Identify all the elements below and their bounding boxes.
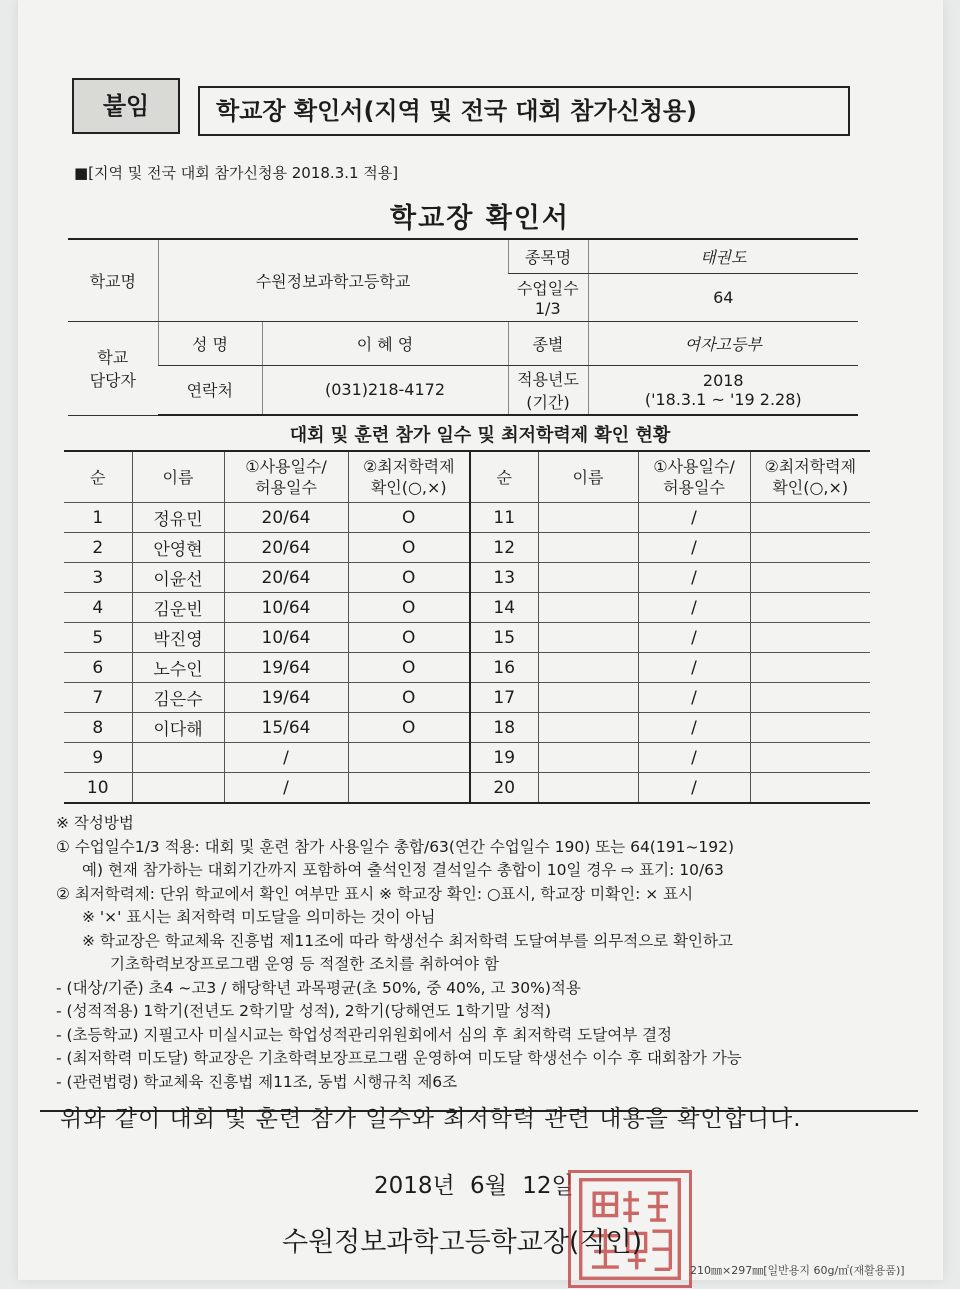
table-row	[64, 533, 870, 563]
min-grade-check	[750, 533, 870, 563]
sport-value: 태권도	[588, 239, 858, 273]
writing-instructions	[56, 812, 916, 1094]
min-grade-check: O	[348, 713, 470, 743]
division-value: 여자고등부	[588, 321, 858, 365]
min-grade-check	[348, 743, 470, 773]
used-days: 20/64	[224, 563, 348, 593]
note-item: 예) 현재 참가하는 대회기간까지 포함하여 출석인정 결석일수 총합이 10일 경우 ⇨ 표기: 10/63	[82, 861, 724, 879]
days-label: 수업일수 1/3	[508, 273, 588, 321]
signer: 수원정보과학고등학교장(직인)	[282, 1227, 643, 1258]
student-name	[538, 503, 638, 533]
note-item: - (관련법령) 학교체육 진흥법 제11조, 동법 시행규칙 제6조	[56, 1072, 458, 1091]
row-number: 10	[64, 773, 132, 804]
row-number: 17	[470, 683, 538, 713]
used-days: /	[224, 743, 348, 773]
table-row	[64, 653, 870, 683]
col-header-days: ①사용일수/ 허용일수	[224, 451, 348, 503]
col-header-min: ②최저학력제 확인(○,×)	[348, 451, 470, 503]
print-footer: 210㎜×297㎜[일반용지 60g/㎡(재활용품)]	[690, 1264, 905, 1277]
division-label: 종별	[508, 321, 588, 365]
used-days: /	[638, 713, 750, 743]
table-row	[64, 593, 870, 623]
school-value: 수원정보과학고등학교	[158, 239, 508, 321]
row-number: 18	[470, 713, 538, 743]
col-header-no: 순	[470, 451, 538, 503]
student-name: 노수인	[132, 653, 224, 683]
regulation-note: ■[지역 및 전국 대회 참가신청용 2018.3.1 적용]	[74, 164, 399, 182]
note-item: ① 수업일수1/3 적용: 대회 및 훈련 참가 사용일수 총합/63(연간 수업일수 190) 또는 64(191~192)	[56, 837, 735, 856]
min-grade-check	[348, 773, 470, 804]
used-days: /	[638, 623, 750, 653]
min-grade-check	[750, 563, 870, 593]
col-header-min: ②최저학력제 확인(○,×)	[750, 451, 870, 503]
min-grade-check: O	[348, 593, 470, 623]
row-number: 6	[64, 653, 132, 683]
used-days: /	[638, 683, 750, 713]
row-number: 11	[470, 503, 538, 533]
min-grade-check	[750, 653, 870, 683]
note-item: - (대상/기준) 초4 ~고3 / 해당학년 과목평균(초 50%, 중 40%, 고 30%)적용	[56, 978, 581, 997]
min-grade-check	[750, 773, 870, 804]
row-number: 14	[470, 593, 538, 623]
name-value: 이 혜 영	[262, 321, 508, 365]
student-name	[538, 563, 638, 593]
student-name	[538, 773, 638, 804]
min-grade-check	[750, 713, 870, 743]
min-grade-check	[750, 683, 870, 713]
days-value: 64	[588, 273, 858, 321]
used-days: 10/64	[224, 593, 348, 623]
used-days: /	[638, 743, 750, 773]
col-header-no: 순	[64, 451, 132, 503]
student-name: 김운빈	[132, 593, 224, 623]
col-header-name: 이름	[132, 451, 224, 503]
used-days: /	[638, 533, 750, 563]
issue-date: 2018년 6월 12일	[374, 1173, 574, 1199]
used-days: 15/64	[224, 713, 348, 743]
manager-label: 학교 담당자	[68, 321, 158, 415]
min-grade-check: O	[348, 563, 470, 593]
row-number: 4	[64, 593, 132, 623]
roster-title: 대회 및 훈련 참가 일수 및 최저학력제 확인 현황	[289, 425, 671, 446]
used-days: /	[638, 653, 750, 683]
row-number: 12	[470, 533, 538, 563]
note-item: 기초학력보장프로그램 운영 등 적절한 조치를 취하여야 함	[110, 955, 499, 973]
row-number: 20	[470, 773, 538, 804]
min-grade-check: O	[348, 533, 470, 563]
notes-heading: ※ 작성방법	[56, 814, 134, 832]
min-grade-check: O	[348, 503, 470, 533]
used-days: /	[224, 773, 348, 804]
student-name	[538, 743, 638, 773]
table-row	[64, 743, 870, 773]
year-value: 2018 ('18.3.1 ~ '19 2.28)	[588, 365, 858, 415]
confirmation-statement: 위와 같이 대회 및 훈련 참가 일수와 최저학력 관련 내용을 확인합니다.	[60, 1106, 802, 1132]
student-name	[538, 593, 638, 623]
note-item: ※ '×' 표시는 최저학력 미도달을 의미하는 것이 아님	[82, 908, 436, 926]
min-grade-check: O	[348, 653, 470, 683]
table-row	[64, 683, 870, 713]
used-days: 20/64	[224, 503, 348, 533]
min-grade-check	[750, 623, 870, 653]
name-label: 성 명	[158, 321, 262, 365]
student-name	[132, 743, 224, 773]
row-number: 8	[64, 713, 132, 743]
used-days: 10/64	[224, 623, 348, 653]
used-days: /	[638, 773, 750, 804]
used-days: /	[638, 503, 750, 533]
used-days: /	[638, 593, 750, 623]
used-days: /	[638, 563, 750, 593]
row-number: 19	[470, 743, 538, 773]
min-grade-check	[750, 743, 870, 773]
student-name: 정유민	[132, 503, 224, 533]
contact-label: 연락처	[158, 365, 262, 415]
row-number: 16	[470, 653, 538, 683]
used-days: 19/64	[224, 683, 348, 713]
used-days: 20/64	[224, 533, 348, 563]
row-number: 1	[64, 503, 132, 533]
student-name	[538, 653, 638, 683]
table-row	[64, 503, 870, 533]
table-row	[64, 713, 870, 743]
used-days: 19/64	[224, 653, 348, 683]
sport-label: 종목명	[508, 239, 588, 273]
note-item: ※ 학교장은 학교체육 진흥법 제11조에 따라 학생선수 최저학력 도달여부를 의무적으로 확인하고	[82, 931, 733, 950]
table-row	[64, 563, 870, 593]
student-name: 김은수	[132, 683, 224, 713]
table-row	[64, 773, 870, 804]
min-grade-check	[750, 503, 870, 533]
row-number: 9	[64, 743, 132, 773]
document-title: 학교장 확인서	[390, 203, 570, 234]
col-header-name: 이름	[538, 451, 638, 503]
row-number: 15	[470, 623, 538, 653]
col-header-days: ①사용일수/ 허용일수	[638, 451, 750, 503]
student-name: 이윤선	[132, 563, 224, 593]
note-item: - (최저학력 미도달) 학교장은 기초학력보장프로그램 운영하여 미도달 학생선수 이수 후 대회참가 가능	[56, 1049, 742, 1067]
student-name	[538, 713, 638, 743]
note-item: - (초등학교) 지필고사 미실시교는 학업성적관리위원회에서 심의 후 최저학력 도달여부 결정	[56, 1025, 673, 1044]
row-number: 13	[470, 563, 538, 593]
row-number: 2	[64, 533, 132, 563]
roster-table	[64, 450, 870, 804]
attachment-tag: 붙임	[72, 78, 180, 134]
student-name: 안영현	[132, 533, 224, 563]
student-name	[538, 533, 638, 563]
min-grade-check: O	[348, 623, 470, 653]
note-item: ② 최저학력제: 단위 학교에서 확인 여부만 표시 ※ 학교장 확인: ○표시, 학교장 미확인: × 표시	[56, 884, 694, 903]
year-label: 적용년도 (기간)	[508, 365, 588, 415]
student-name	[538, 683, 638, 713]
table-row	[64, 623, 870, 653]
note-item: - (성적적용) 1학기(전년도 2학기말 성적), 2학기(당해연도 1학기말 성적)	[56, 1002, 552, 1020]
school-label: 학교명	[68, 239, 158, 321]
student-name	[132, 773, 224, 804]
row-number: 5	[64, 623, 132, 653]
row-number: 7	[64, 683, 132, 713]
student-name	[538, 623, 638, 653]
row-number: 3	[64, 563, 132, 593]
min-grade-check	[750, 593, 870, 623]
student-name: 이다해	[132, 713, 224, 743]
min-grade-check: O	[348, 683, 470, 713]
info-table	[68, 238, 858, 416]
student-name: 박진영	[132, 623, 224, 653]
contact-value: (031)218-4172	[262, 365, 508, 415]
header-title: 학교장 확인서(지역 및 전국 대회 참가신청용)	[198, 86, 850, 136]
